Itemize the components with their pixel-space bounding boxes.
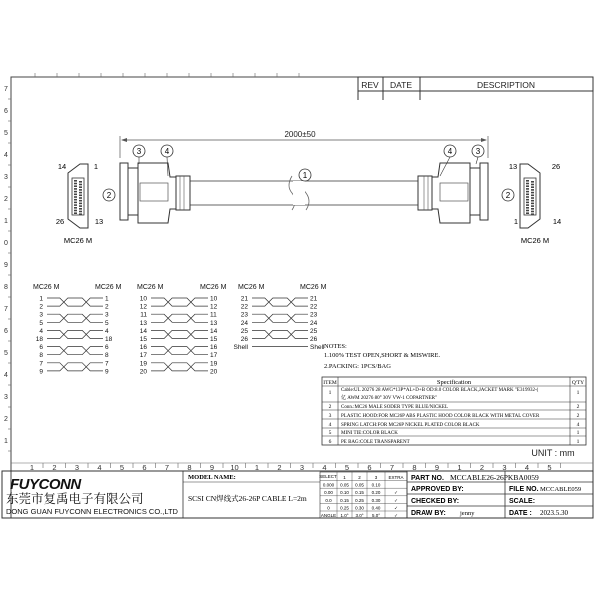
tolerance-cell: 0.00 — [324, 490, 333, 496]
balloon-4-right: 4 — [447, 147, 453, 156]
wire-right-pin: 12 — [210, 303, 218, 311]
bom-item-no: 2 — [328, 404, 332, 410]
bottom-ruler-number: 6 — [142, 463, 147, 472]
wire-right-pin: 8 — [105, 352, 109, 360]
wire-left-pin: 20 — [139, 368, 147, 376]
twisted-wire — [151, 298, 208, 306]
pin-contact — [526, 185, 529, 187]
wire-right-pin: 14 — [210, 327, 218, 335]
wire-right-pin: 16 — [210, 344, 218, 352]
twisted-wire — [47, 314, 103, 322]
twisted-wire — [47, 330, 103, 338]
wire-right-pin: 26 — [310, 336, 318, 343]
pin-contact — [79, 208, 82, 210]
bom-spec-line: Cable:UL 20276 28 AWG*13P*AL+D+B OD:8.0 COLOR BLACK,JACKET MARK "E319932-( — [341, 388, 539, 393]
bottom-ruler-number: 7 — [389, 463, 395, 472]
date-value: 2023.5.30 — [540, 509, 568, 517]
bottom-ruler-number: 5 — [344, 463, 350, 472]
tolerance-cell: 0.20 — [371, 490, 381, 496]
right-connector-side-view — [418, 163, 488, 223]
twisted-wire — [47, 298, 103, 306]
bom-spec-line: PE BAG:COLE TRANSPARENT — [341, 440, 410, 445]
twisted-wire — [151, 347, 208, 355]
wire-right-pin: 7 — [105, 360, 109, 368]
wire-left-pin: 19 — [139, 360, 147, 368]
bottom-ruler-number: 5 — [547, 463, 552, 472]
wire-right-pin: 9 — [105, 368, 109, 376]
twisted-wire — [151, 363, 208, 371]
right-face-pin-13: 13 — [508, 162, 518, 171]
wire-right-pin: 22 — [310, 303, 318, 311]
wire-left-pin: Shell — [233, 344, 248, 352]
tolerance-cell: 0 — [327, 505, 330, 511]
tolerance-cell: ✓ — [394, 513, 398, 518]
wire-right-pin: 2 — [105, 303, 109, 311]
pin-contact — [74, 191, 77, 193]
left-ruler-number: 6 — [4, 328, 8, 335]
company-logo: FUYCONN — [10, 476, 81, 493]
pin-contact — [79, 186, 82, 188]
file-no-label: FILE NO. — [509, 486, 539, 493]
wire-left-pin: 11 — [140, 311, 147, 319]
twisted-wire — [151, 314, 208, 322]
tolerance-cell: 1.0° — [340, 513, 349, 518]
twisted-wire — [252, 314, 308, 322]
model-name-value: SCSI CN焊线式26-26P CABLE L=2m — [188, 494, 307, 503]
wire-right-pin: 11 — [210, 311, 217, 319]
left-ruler-number: 8 — [4, 284, 8, 291]
tolerance-cell: 5.0° — [371, 513, 381, 518]
left-ruler-number: 2 — [4, 196, 8, 203]
left-face-pin-1: 1 — [93, 162, 99, 171]
bottom-ruler-number: 9 — [209, 463, 215, 472]
bottom-ruler-number: 4 — [524, 463, 530, 472]
wire-right-pin: 20 — [210, 368, 218, 376]
wire-left-pin: 8 — [39, 352, 43, 360]
pin-contact — [526, 191, 529, 193]
pin-contact — [531, 197, 534, 199]
pin-contact — [526, 207, 529, 209]
pin-contact — [74, 185, 77, 187]
wire-left-pin: 15 — [139, 336, 147, 343]
twisted-wire — [151, 363, 208, 371]
date-header: DATE — [389, 80, 413, 90]
file-no-value: MCCABLE059 — [540, 486, 582, 493]
tolerance-cell: 0.05 — [355, 482, 364, 488]
bom-item-no: 4 — [328, 422, 332, 428]
wire-right-pin: Shell — [310, 344, 325, 352]
left-ruler-number: 6 — [4, 108, 8, 115]
pin-contact — [531, 186, 534, 188]
twisted-wire — [151, 330, 208, 338]
wiring-right-title: MC26 M — [300, 284, 327, 291]
wire-right-pin: 18 — [105, 336, 113, 343]
left-ruler-number: 9 — [4, 262, 8, 269]
bom-qty: 2 — [576, 404, 580, 410]
twisted-wire — [47, 347, 103, 355]
twisted-wire — [151, 347, 208, 355]
pin-contact — [79, 205, 82, 207]
left-ruler — [4, 86, 11, 451]
left-face-pin-26: 26 — [55, 217, 65, 226]
tolerance-cell: 0.30 — [371, 497, 381, 503]
notes-title: NOTES: — [324, 343, 347, 350]
pin-contact — [531, 189, 534, 191]
bottom-ruler-number: 9 — [434, 463, 440, 472]
scale-label: SCALE: — [509, 498, 536, 505]
wire-left-pin: 6 — [39, 344, 43, 352]
bom-spec-line: 亿 AWM 20276 80° 30V VW-1 COPARTNER" — [341, 396, 438, 401]
pin-contact — [79, 203, 82, 205]
pin-contact — [74, 180, 77, 182]
bom-table — [322, 377, 586, 445]
pin-contact — [526, 188, 529, 190]
pin-contact — [526, 183, 529, 185]
bottom-ruler-number: 7 — [164, 463, 170, 472]
left-connector-face — [56, 162, 103, 245]
part-no-label: PART NO. — [411, 475, 444, 482]
pin-contact — [531, 211, 534, 213]
right-face-pin-26: 26 — [551, 162, 561, 171]
left-face-pin-13: 13 — [94, 217, 104, 226]
pin-contact — [526, 210, 529, 212]
part-no-value: MCCABLE26-26PKBA0059 — [450, 473, 539, 482]
tolerance-select-label: SELECT — [319, 474, 337, 479]
bottom-ruler-number: 5 — [119, 463, 125, 472]
bottom-ruler-number: 1 — [29, 463, 35, 472]
tolerance-cell: 3.0° — [355, 513, 364, 518]
pin-contact — [526, 196, 529, 198]
tolerance-cell: ANGLE — [320, 513, 337, 518]
bottom-ruler-number: 4 — [322, 463, 327, 472]
length-label: 2000±50 — [284, 130, 316, 139]
left-ruler-number: 1 — [4, 438, 8, 445]
bom-qty: 2 — [576, 413, 580, 419]
wire-right-pin: 6 — [105, 344, 109, 352]
wiring-left-title: MC26 M — [137, 284, 164, 291]
wiring-left-title: MC26 M — [33, 284, 60, 291]
model-name-label: MODEL NAME: — [188, 474, 236, 481]
tolerance-head: 1 — [343, 475, 346, 480]
bom-header-qty: Q'TY — [571, 380, 585, 386]
wire-left-pin: 26 — [240, 336, 248, 343]
wiring-right-title: MC26 M — [95, 284, 122, 291]
tolerance-cell: ✓ — [394, 490, 398, 496]
tolerance-cell: 0.30 — [355, 505, 364, 511]
wire-left-pin: 23 — [240, 311, 248, 319]
left-ruler-number: 2 — [4, 416, 8, 423]
wire-right-pin: 21 — [310, 295, 318, 303]
pin-contact — [74, 202, 77, 204]
pin-contact — [74, 212, 77, 214]
pin-contact — [526, 199, 529, 201]
left-ruler-number: 7 — [4, 306, 8, 313]
right-connector-face — [509, 162, 561, 245]
wire-left-pin: 2 — [39, 303, 43, 311]
left-ruler-number: 5 — [4, 130, 8, 137]
wire-left-pin: 4 — [39, 327, 43, 335]
wire-right-pin: 13 — [210, 319, 218, 327]
twisted-wire — [47, 298, 103, 306]
pin-contact — [74, 199, 77, 201]
pin-contact — [531, 208, 534, 210]
bottom-ruler-number: 6 — [367, 463, 372, 472]
bom-qty: 1 — [576, 430, 580, 436]
twisted-wire — [47, 363, 103, 371]
pin-contact — [531, 213, 534, 215]
rev-header: REV — [361, 80, 379, 90]
twisted-wire — [47, 314, 103, 322]
wire-right-pin: 5 — [105, 319, 109, 327]
pin-contact — [79, 211, 82, 213]
wiring-right-title: MC26 M — [200, 284, 227, 291]
pin-contact — [74, 188, 77, 190]
tolerance-cell: 0.10 — [371, 482, 381, 488]
date-label: DATE : — [509, 510, 532, 517]
company-name-en: DONG GUAN FUYCONN ELECTRONICS CO.,LTD — [6, 507, 178, 516]
pin-contact — [531, 203, 534, 205]
bottom-ruler-number: 8 — [412, 463, 417, 472]
wire-left-pin: 12 — [139, 303, 147, 311]
left-ruler-number: 4 — [4, 152, 8, 159]
pin-contact — [531, 184, 534, 186]
description-header: DESCRIPTION — [476, 80, 536, 90]
bom-header-item: ITEM — [323, 380, 337, 386]
wire-left-pin: 22 — [240, 303, 248, 311]
wire-left-pin: 13 — [139, 319, 147, 327]
pin-contact — [74, 210, 77, 212]
left-face-pin-14: 14 — [57, 162, 67, 171]
wire-left-pin: 5 — [39, 319, 43, 327]
wire-left-pin: 18 — [35, 336, 43, 343]
bottom-ruler-number: 1 — [457, 463, 462, 472]
twisted-wire — [151, 298, 208, 306]
left-ruler-number: 0 — [4, 240, 8, 247]
unit-label: UNIT : mm — [531, 448, 575, 458]
twisted-wire — [252, 314, 308, 322]
pin-contact — [74, 196, 77, 198]
bom-item-no: 6 — [328, 439, 332, 445]
pin-contact — [79, 181, 82, 183]
bom-qty: 1 — [576, 439, 580, 445]
draw-by-value: jenny — [460, 510, 475, 517]
tolerance-cell: 0.40 — [371, 505, 381, 511]
pin-contact — [531, 195, 534, 197]
left-ruler-number: 7 — [4, 86, 8, 93]
twisted-wire — [47, 347, 103, 355]
bom-qty: 4 — [576, 422, 580, 428]
wire-right-pin: 15 — [210, 336, 218, 343]
tolerance-cell: 0.15 — [355, 490, 364, 496]
pin-contact — [79, 195, 82, 197]
bom-item-no: 5 — [328, 430, 332, 436]
pin-contact — [531, 200, 534, 202]
pin-contact — [74, 183, 77, 185]
wire-right-pin: 1 — [105, 295, 109, 303]
wire-left-pin: 24 — [240, 319, 248, 327]
wire-left-pin: 21 — [240, 295, 248, 303]
tolerance-cell: 0.25 — [340, 505, 349, 511]
balloon-2-left: 2 — [106, 191, 112, 200]
length-dimension — [120, 130, 488, 158]
wire-left-pin: 14 — [139, 327, 147, 335]
bottom-ruler-number: 1 — [254, 463, 260, 472]
wire-right-pin: 3 — [105, 311, 109, 319]
twisted-wire — [151, 330, 208, 338]
note-line-2: 2.PACKING: 1PCS/BAG — [324, 363, 391, 370]
bottom-ruler-number: 2 — [52, 463, 57, 472]
twisted-wire — [252, 298, 308, 306]
notes-block — [324, 343, 440, 370]
twisted-wire — [252, 298, 308, 306]
twisted-wire — [151, 314, 208, 322]
bom-spec-line: Conn.:MC26 MALE SODER TYPE BLUE/NICKEL — [341, 405, 448, 410]
wire-left-pin: 3 — [39, 311, 43, 319]
balloon-3-right: 3 — [475, 147, 481, 156]
wire-right-pin: 19 — [210, 360, 218, 368]
top-ruler — [35, 73, 299, 77]
wire-left-pin: 1 — [39, 295, 43, 303]
left-ruler-number: 3 — [4, 394, 8, 401]
tolerance-cell: 0.15 — [340, 497, 349, 503]
wire-right-pin: 4 — [105, 327, 109, 335]
pin-contact — [79, 192, 82, 194]
tolerance-cell: 0.10 — [340, 490, 349, 496]
balloon-4-left: 4 — [164, 147, 170, 156]
wire-right-pin: 25 — [310, 327, 318, 335]
bom-item-no: 3 — [328, 413, 332, 419]
title-block — [2, 471, 593, 518]
wiring-left-title: MC26 M — [238, 284, 265, 291]
pin-contact — [526, 204, 529, 206]
pin-contact — [79, 200, 82, 202]
approved-by-label: APPROVED BY: — [411, 486, 464, 493]
left-connector-label: MC26 M — [63, 236, 93, 245]
bottom-ruler-number: 10 — [230, 463, 239, 472]
bottom-ruler-number: 3 — [299, 463, 305, 472]
pin-contact — [74, 194, 77, 196]
pin-contact — [79, 184, 82, 186]
pin-contact — [79, 213, 82, 215]
wire-left-pin: 25 — [240, 327, 248, 335]
company-name-cn: 东莞市复禹电子有限公司 — [6, 492, 144, 506]
tolerance-cell: 0.0 — [325, 497, 332, 503]
left-ruler-number: 5 — [4, 350, 8, 357]
pin-contact — [526, 180, 529, 182]
pin-contact — [531, 181, 534, 183]
bom-spec-line: SPRING LATCH:FOR MC26P NICKEL PLATED COLOR BLACK — [341, 423, 480, 428]
right-face-pin-1: 1 — [513, 217, 519, 226]
tolerance-head: EXTRA — [388, 475, 404, 480]
right-connector-label: MC26 M — [520, 236, 550, 245]
pin-contact — [74, 207, 77, 209]
wire-left-pin: 10 — [139, 295, 147, 303]
left-ruler-number: 4 — [4, 372, 8, 379]
wire-left-pin: 16 — [139, 344, 147, 352]
wire-right-pin: 23 — [310, 311, 318, 319]
tolerance-cell: 0.000 — [322, 482, 335, 488]
left-ruler-number: 3 — [4, 174, 8, 181]
pin-contact — [526, 194, 529, 196]
pin-contact — [526, 202, 529, 204]
twisted-wire — [47, 330, 103, 338]
tolerance-cell: ✓ — [394, 505, 398, 511]
bottom-ruler-number: 8 — [187, 463, 192, 472]
tolerance-cell: 0.25 — [355, 497, 364, 503]
twisted-wire — [252, 330, 308, 338]
left-ruler-number: 1 — [4, 218, 8, 225]
tolerance-head: 3 — [374, 475, 378, 480]
pin-contact — [79, 189, 82, 191]
tolerance-cell: 0.05 — [340, 482, 349, 488]
wiring-diagram — [33, 284, 327, 375]
bottom-ruler-number: 3 — [74, 463, 80, 472]
wire-right-pin: 17 — [210, 352, 218, 360]
tolerance-table — [319, 472, 407, 518]
pin-contact — [526, 212, 529, 214]
wire-left-pin: 17 — [139, 352, 147, 360]
bottom-ruler-number: 3 — [502, 463, 507, 472]
checked-by-label: CHECKED BY: — [411, 498, 460, 505]
bottom-ruler-number: 2 — [479, 463, 485, 472]
bom-spec-line: PLASTIC HOOD:FOR MC26P ABS PLASTIC HOOD COLOR BLACK WITH METAL COVER — [341, 414, 540, 419]
pin-contact — [531, 205, 534, 207]
draw-by-label: DRAW BY: — [411, 510, 446, 517]
note-line-1: 1.100% TEST OPEN,SHORT & MISWIRE. — [324, 352, 441, 359]
wire-left-pin: 9 — [39, 368, 43, 376]
left-connector-side-view — [120, 163, 190, 223]
wire-left-pin: 7 — [39, 360, 43, 368]
bom-item-no: 1 — [328, 390, 332, 396]
tolerance-head: 2 — [358, 475, 361, 480]
wire-right-pin: 24 — [310, 319, 318, 327]
bom-header-spec: Specification — [436, 379, 472, 386]
tolerance-cell: ✓ — [394, 497, 398, 503]
wire-right-pin: 10 — [210, 295, 218, 303]
balloon-3-left: 3 — [136, 147, 142, 156]
balloon-1: 1 — [302, 171, 308, 180]
right-face-pin-14: 14 — [552, 217, 562, 226]
pin-contact — [74, 204, 77, 206]
bom-qty: 1 — [576, 390, 580, 396]
balloon-2-right: 2 — [505, 191, 511, 200]
bottom-ruler-number: 2 — [277, 463, 282, 472]
bom-spec-line: MINI TIE:COLOR BLACK — [341, 431, 398, 436]
twisted-wire — [252, 330, 308, 338]
pin-contact — [531, 192, 534, 194]
revision-table — [358, 77, 593, 100]
twisted-wire — [47, 363, 103, 371]
bottom-ruler-number: 4 — [97, 463, 102, 472]
drawing-frame — [11, 77, 593, 518]
pin-contact — [79, 197, 82, 199]
